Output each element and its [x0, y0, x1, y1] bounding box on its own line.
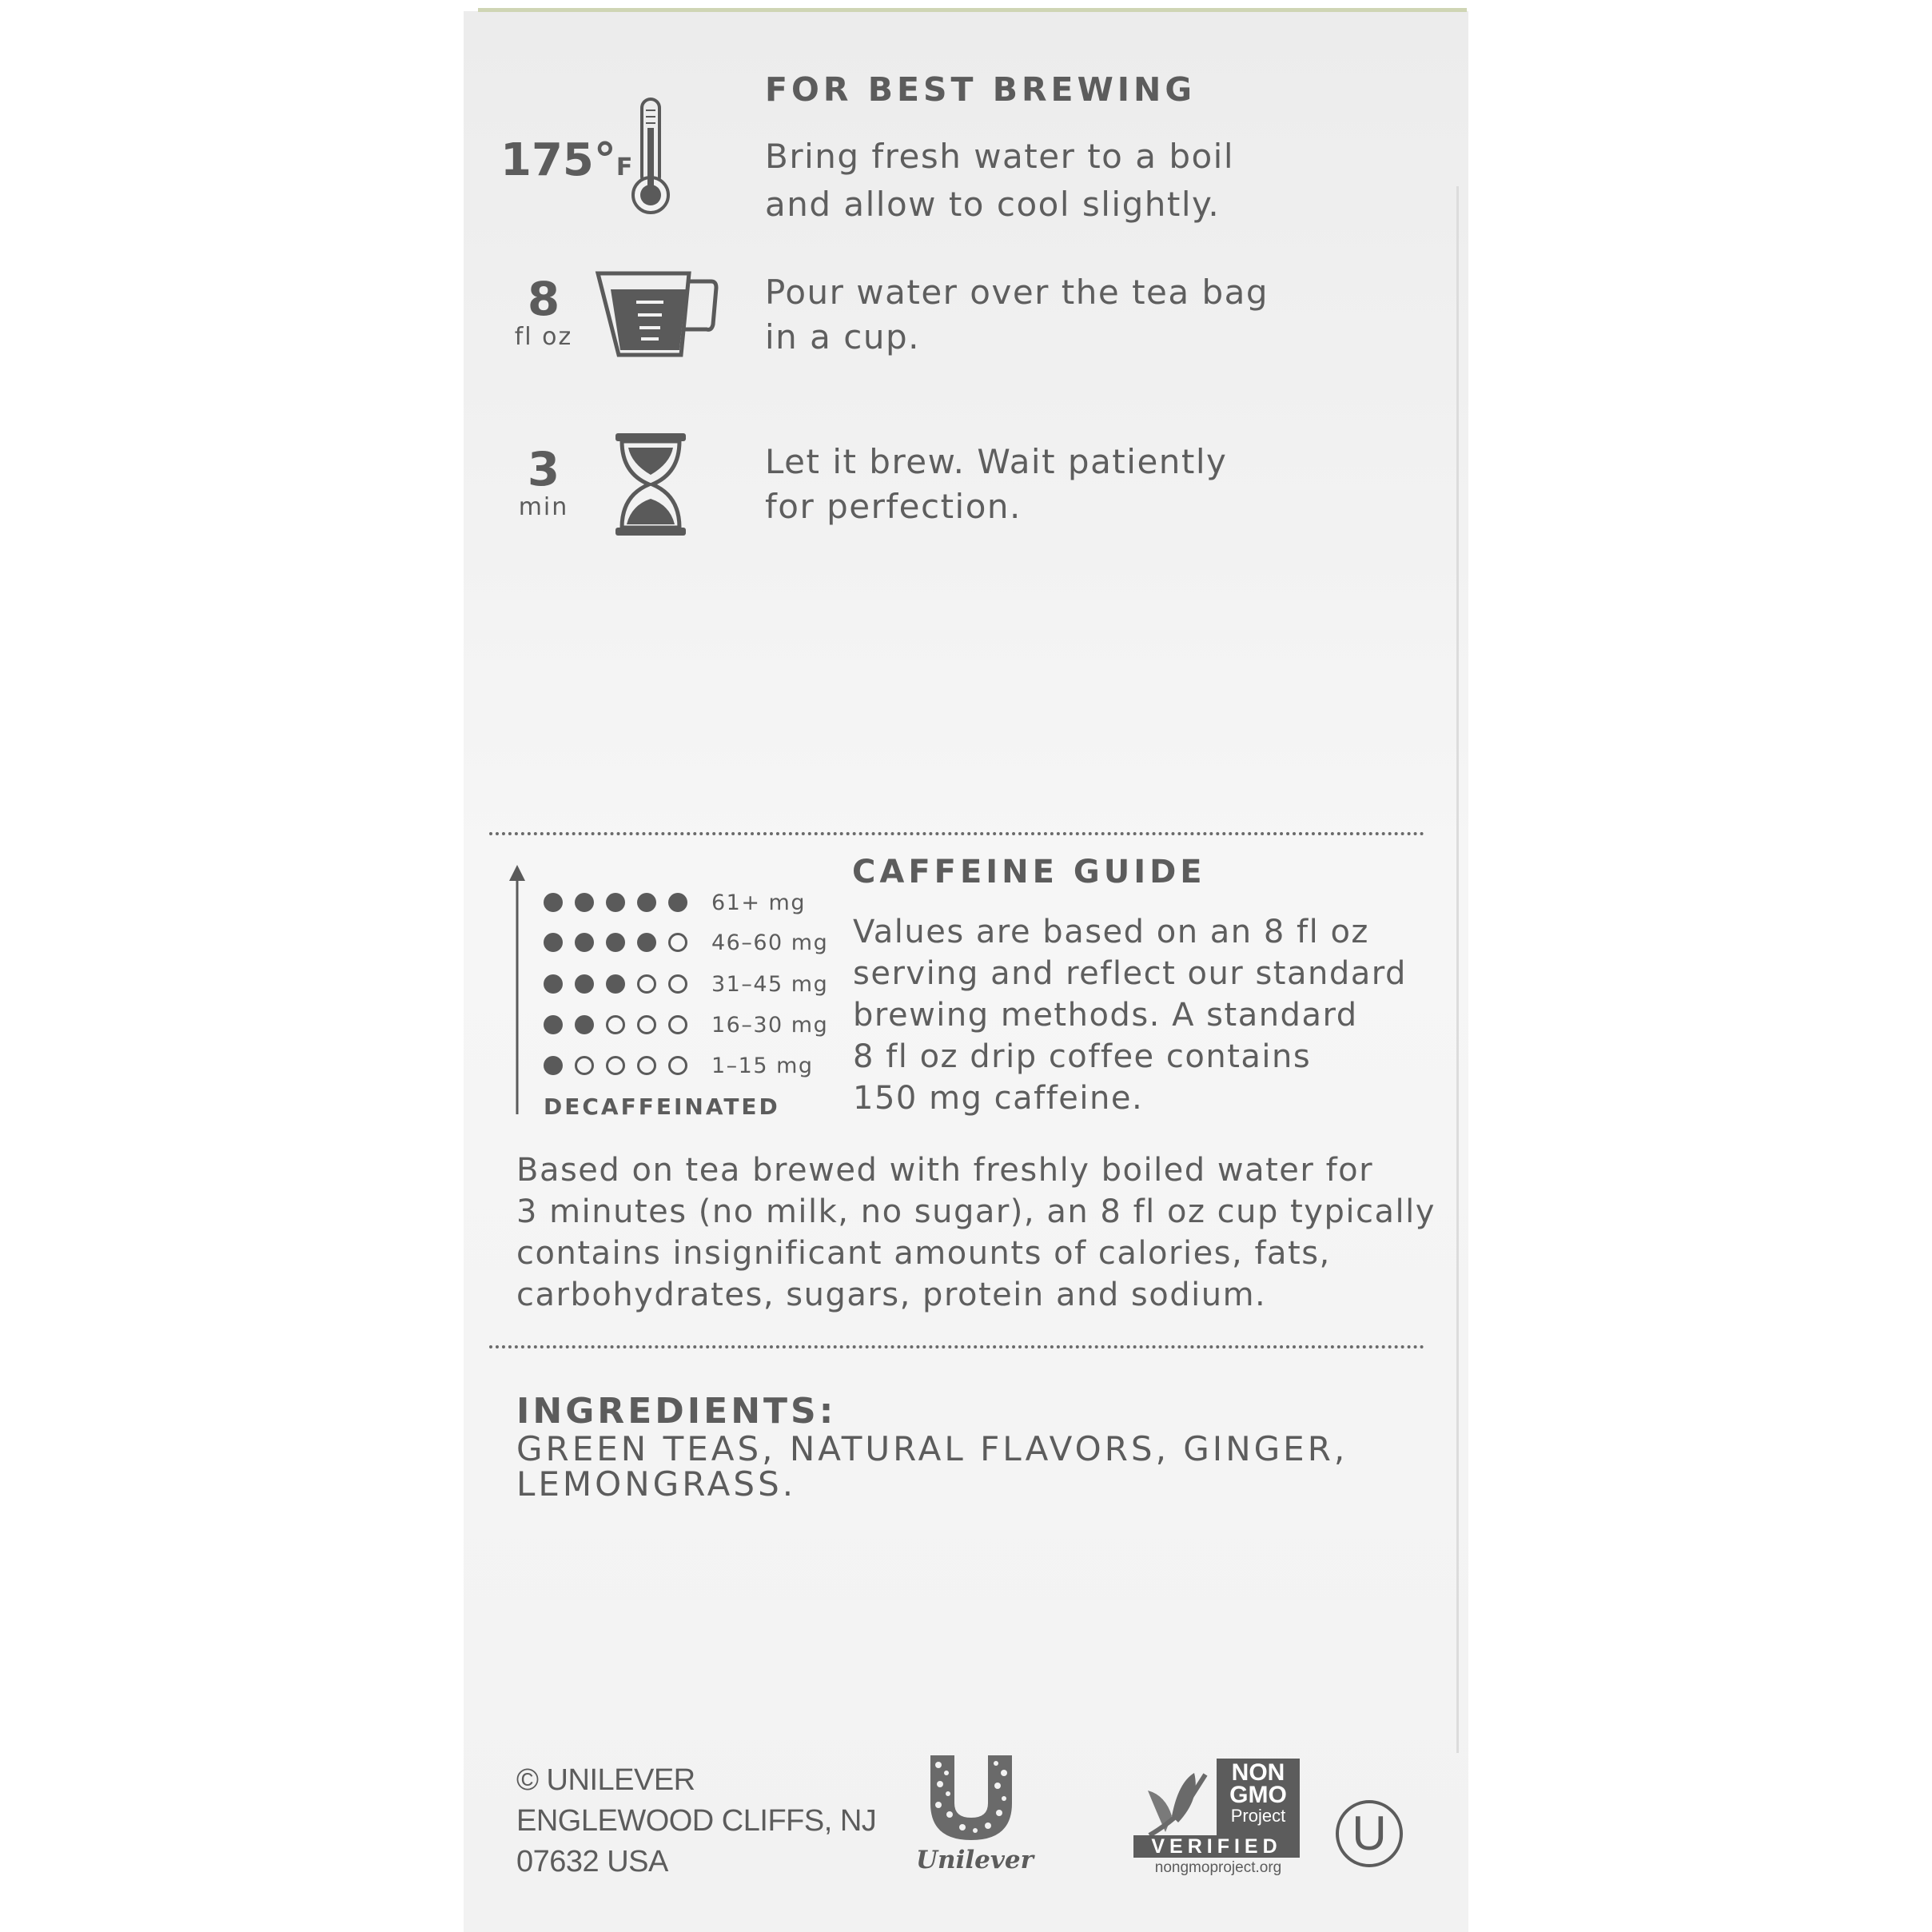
- empty-dot: [575, 1056, 594, 1075]
- caffeine-level-label: 46–60 mg: [711, 930, 829, 955]
- caffeine-level-label: 31–45 mg: [711, 971, 829, 997]
- non-gmo-badge: [1133, 1759, 1301, 1858]
- caffeine-level-label: 1–15 mg: [711, 1053, 814, 1078]
- filled-dot: [544, 893, 563, 912]
- caffeine-level-row: [544, 890, 806, 915]
- filled-dot: [575, 1015, 594, 1034]
- caffeine-level-label: 16–30 mg: [711, 1012, 829, 1038]
- caffeine-level-row: [544, 1012, 828, 1038]
- kosher-symbol-icon: U: [1336, 1800, 1403, 1867]
- filled-dot: [544, 1015, 563, 1034]
- step3-text: Let it brew. Wait patiently for perfection.: [765, 442, 1228, 526]
- filled-dot: [606, 933, 625, 952]
- step2-text: Pour water over the tea bag in a cup.: [765, 273, 1269, 357]
- filled-dot: [637, 893, 656, 912]
- caffeine-level-label: 61+ mg: [711, 890, 807, 915]
- empty-dot: [668, 1015, 687, 1034]
- thermometer-icon: [630, 96, 673, 216]
- empty-dot: [606, 1015, 625, 1034]
- filled-dot: [606, 974, 625, 994]
- filled-dot: [544, 974, 563, 994]
- filled-dot: [544, 1056, 563, 1075]
- box-side-edge: [1456, 186, 1459, 1753]
- nongmo-url: nongmoproject.org: [1154, 1859, 1282, 1876]
- empty-dot: [668, 1056, 687, 1075]
- empty-dot: [668, 933, 687, 952]
- volume-value: 8 fl oz: [514, 272, 573, 351]
- verified-bar: VERIFIED: [1133, 1835, 1300, 1858]
- ingredients: INGREDIENTS: GREEN TEAS, NATURAL FLAVORS, GINGER, LEMONGRASS.: [516, 1391, 1348, 1504]
- filled-dot: [575, 933, 594, 952]
- divider-top: [489, 832, 1424, 835]
- decaf-label: DECAFFEINATED: [544, 1093, 780, 1120]
- divider-bottom: [489, 1345, 1424, 1348]
- unilever-wordmark: Unilever: [916, 1846, 1034, 1874]
- box-top-flap: [478, 8, 1467, 12]
- empty-dot: [668, 974, 687, 994]
- caffeine-description: Values are based on an 8 fl oz serving and reflect our standard brewing methods. A standard 8 fl oz drip coffee contains 150 mg caffeine.: [853, 914, 1407, 1117]
- empty-dot: [637, 1056, 656, 1075]
- empty-dot: [606, 1056, 625, 1075]
- caffeine-level-row: [544, 971, 828, 997]
- company-address: © UNILEVER ENGLEWOOD CLIFFS, NJ 07632 USA: [516, 1763, 877, 1878]
- filled-dot: [637, 933, 656, 952]
- filled-dot: [544, 933, 563, 952]
- filled-dot: [668, 893, 687, 912]
- caffeine-title: CAFFEINE GUIDE: [852, 854, 1206, 890]
- filled-dot: [575, 893, 594, 912]
- empty-dot: [637, 974, 656, 994]
- non-gmo-box: NON GMO Project: [1217, 1759, 1300, 1835]
- step1-text: Bring fresh water to a boil and allow to cool slightly.: [765, 137, 1235, 224]
- caffeine-level-row: [544, 1053, 814, 1078]
- nutrition-note: Based on tea brewed with freshly boiled water for 3 minutes (no milk, no sugar), an 8 fl oz cup typically contains insignificant amounts of calories, fats, carbohydrates, sugars, protein and sodium.: [516, 1152, 1436, 1313]
- filled-dot: [606, 893, 625, 912]
- temp-value: 175°F: [500, 134, 633, 186]
- filled-dot: [575, 974, 594, 994]
- empty-dot: [637, 1015, 656, 1034]
- hourglass-icon: [614, 432, 687, 537]
- caffeine-scale-arrow: [505, 863, 529, 1116]
- time-value: 3 min: [518, 442, 569, 521]
- unilever-logo-icon: [927, 1752, 1015, 1842]
- measuring-cup-icon: [595, 270, 719, 360]
- brewing-title: FOR BEST BREWING: [765, 70, 1197, 109]
- caffeine-level-row: [544, 930, 828, 955]
